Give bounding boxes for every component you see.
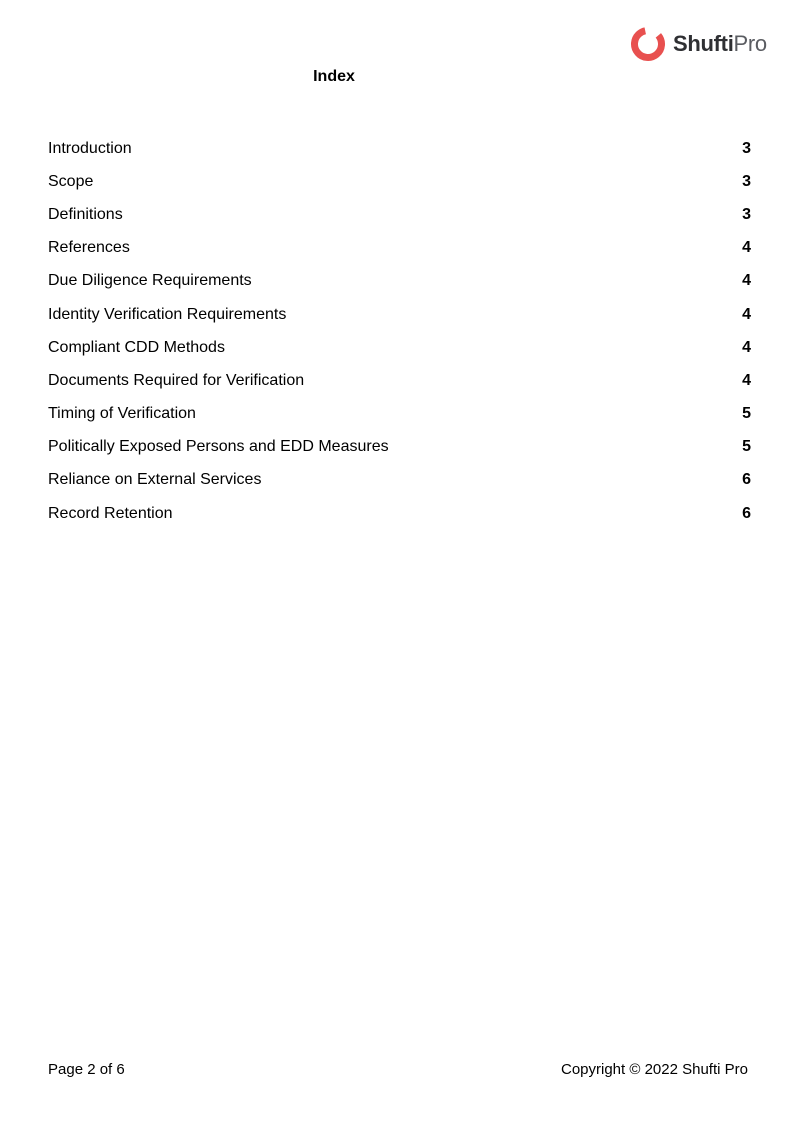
toc-entry-introduction[interactable] [48, 132, 752, 165]
toc-entry-page: 4 [742, 371, 751, 389]
toc-entry-page: 4 [742, 305, 751, 323]
toc-entry-page: 4 [742, 239, 751, 257]
toc-entry-page: 5 [742, 438, 751, 456]
toc-entry-label: References [48, 239, 130, 257]
logo-text-light: Pro [733, 31, 767, 56]
toc-entry-page: 3 [742, 139, 751, 157]
toc-entry-label: Reliance on External Services [48, 471, 262, 489]
toc-entry-scope[interactable] [48, 165, 752, 198]
toc-entry-label: Record Retention [48, 504, 173, 522]
toc-entry-documents-required[interactable] [48, 364, 752, 397]
toc-entry-reliance-external[interactable] [48, 464, 752, 497]
toc-entry-page: 3 [742, 205, 751, 223]
toc-entry-definitions[interactable] [48, 198, 752, 231]
page-number: Page 2 of 6 [48, 1061, 125, 1078]
copyright-notice: Copyright © 2022 Shufti Pro [561, 1061, 748, 1078]
toc-entry-timing-verification[interactable] [48, 398, 752, 431]
toc-entry-page: 3 [742, 172, 751, 190]
toc-entry-identity-verification[interactable] [48, 298, 752, 331]
toc-entry-label: Documents Required for Verification [48, 371, 305, 389]
toc-entry-compliant-cdd[interactable] [48, 331, 752, 364]
toc-entry-label: Due Diligence Requirements [48, 272, 252, 290]
toc-entry-page: 4 [742, 338, 751, 356]
toc-entry-label: Introduction [48, 139, 132, 157]
toc-entry-page: 4 [742, 272, 751, 290]
toc-entry-label: Compliant CDD Methods [48, 338, 225, 356]
logo-wordmark [673, 29, 767, 59]
toc-entry-label: Identity Verification Requirements [48, 305, 287, 323]
ring-logo-icon [629, 22, 669, 66]
shufti-pro-logo [629, 22, 769, 66]
logo-text-bold: Shufti [673, 31, 734, 56]
toc-entry-politically-exposed[interactable] [48, 431, 752, 464]
toc-entry-page: 6 [742, 504, 751, 522]
toc-entry-record-retention[interactable] [48, 497, 752, 530]
page-title: Index [313, 68, 355, 85]
toc-entry-label: Politically Exposed Persons and EDD Measures [48, 438, 389, 456]
toc-entry-label: Scope [48, 172, 94, 190]
toc-entry-references[interactable] [48, 232, 752, 265]
toc-entry-due-diligence[interactable] [48, 265, 752, 298]
toc-entry-label: Definitions [48, 205, 123, 223]
table-of-contents [48, 132, 752, 530]
toc-entry-page: 5 [742, 405, 751, 423]
toc-entry-page: 6 [742, 471, 751, 489]
toc-entry-label: Timing of Verification [48, 405, 196, 423]
